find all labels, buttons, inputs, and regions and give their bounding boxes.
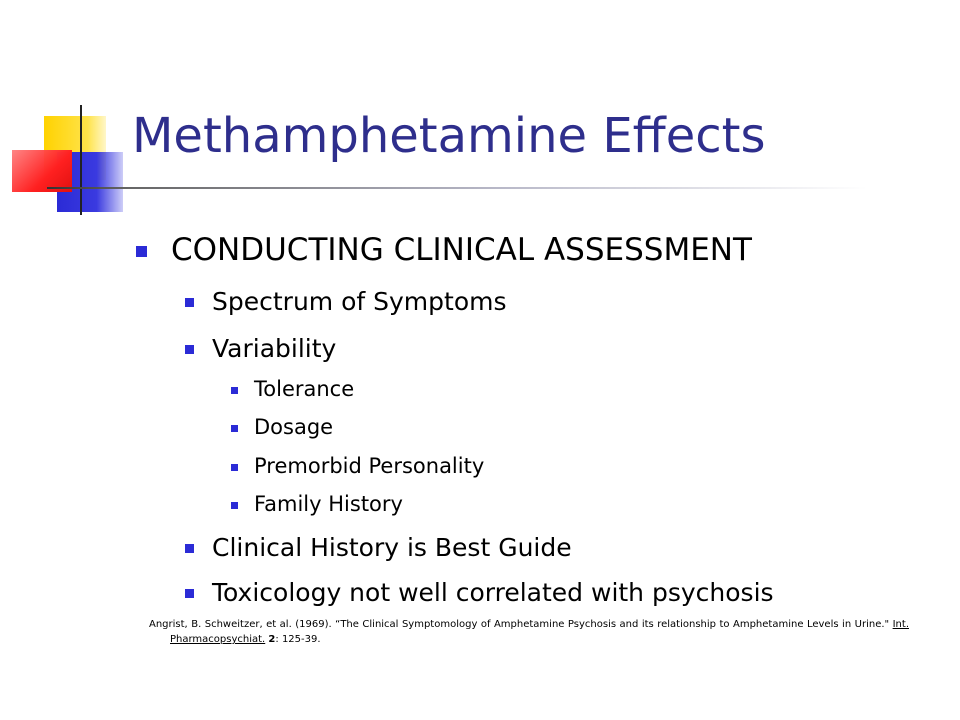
bullet-text: CONDUCTING CLINICAL ASSESSMENT — [171, 232, 752, 268]
bullet-premorbid — [254, 454, 484, 478]
citation — [149, 617, 909, 647]
bullet-marker — [185, 298, 194, 307]
bullet-text: Family History — [254, 492, 403, 516]
bullet-tolerance — [254, 377, 354, 401]
bullet-marker — [185, 345, 194, 354]
decorative-vertical-line — [80, 105, 82, 215]
bullet-marker — [231, 464, 238, 471]
bullet-clinical-history — [212, 533, 572, 562]
bullet-marker — [231, 502, 238, 509]
bullet-heading — [171, 232, 752, 268]
bullet-text: Tolerance — [254, 377, 355, 401]
citation-text: Angrist, B. Schweitzer, et al. (1969). “The Clinical Symptomology of Amphetamine Psychosis and its relationship to Amphetamine Levels in Urine." — [149, 619, 893, 630]
title-underline — [47, 187, 867, 189]
bullet-dosage — [254, 415, 333, 439]
bullet-marker — [231, 425, 238, 432]
citation-volume: 2 — [268, 634, 276, 645]
bullet-text: Clinical History is Best Guide — [212, 533, 572, 562]
bullet-text: Dosage — [254, 415, 334, 439]
bullet-marker — [231, 387, 238, 394]
decorative-red-square — [12, 150, 72, 192]
bullet-text: Premorbid Personality — [254, 454, 485, 478]
bullet-text: Spectrum of Symptoms — [212, 287, 507, 316]
slide-title: Methamphetamine Effects — [132, 108, 766, 164]
bullet-variability — [212, 334, 336, 363]
bullet-text: Toxicology not well correlated with psychosis — [212, 578, 774, 607]
bullet-marker — [185, 544, 194, 553]
bullet-marker — [136, 246, 147, 257]
citation-pages: : 125-39. — [275, 634, 321, 645]
bullet-marker — [185, 589, 194, 598]
bullet-toxicology — [212, 578, 774, 607]
citation-journal: Int. Pharmacopsychiat. — [170, 619, 909, 645]
bullet-spectrum — [212, 287, 507, 316]
bullet-text: Variability — [212, 334, 337, 363]
bullet-family — [254, 492, 403, 516]
